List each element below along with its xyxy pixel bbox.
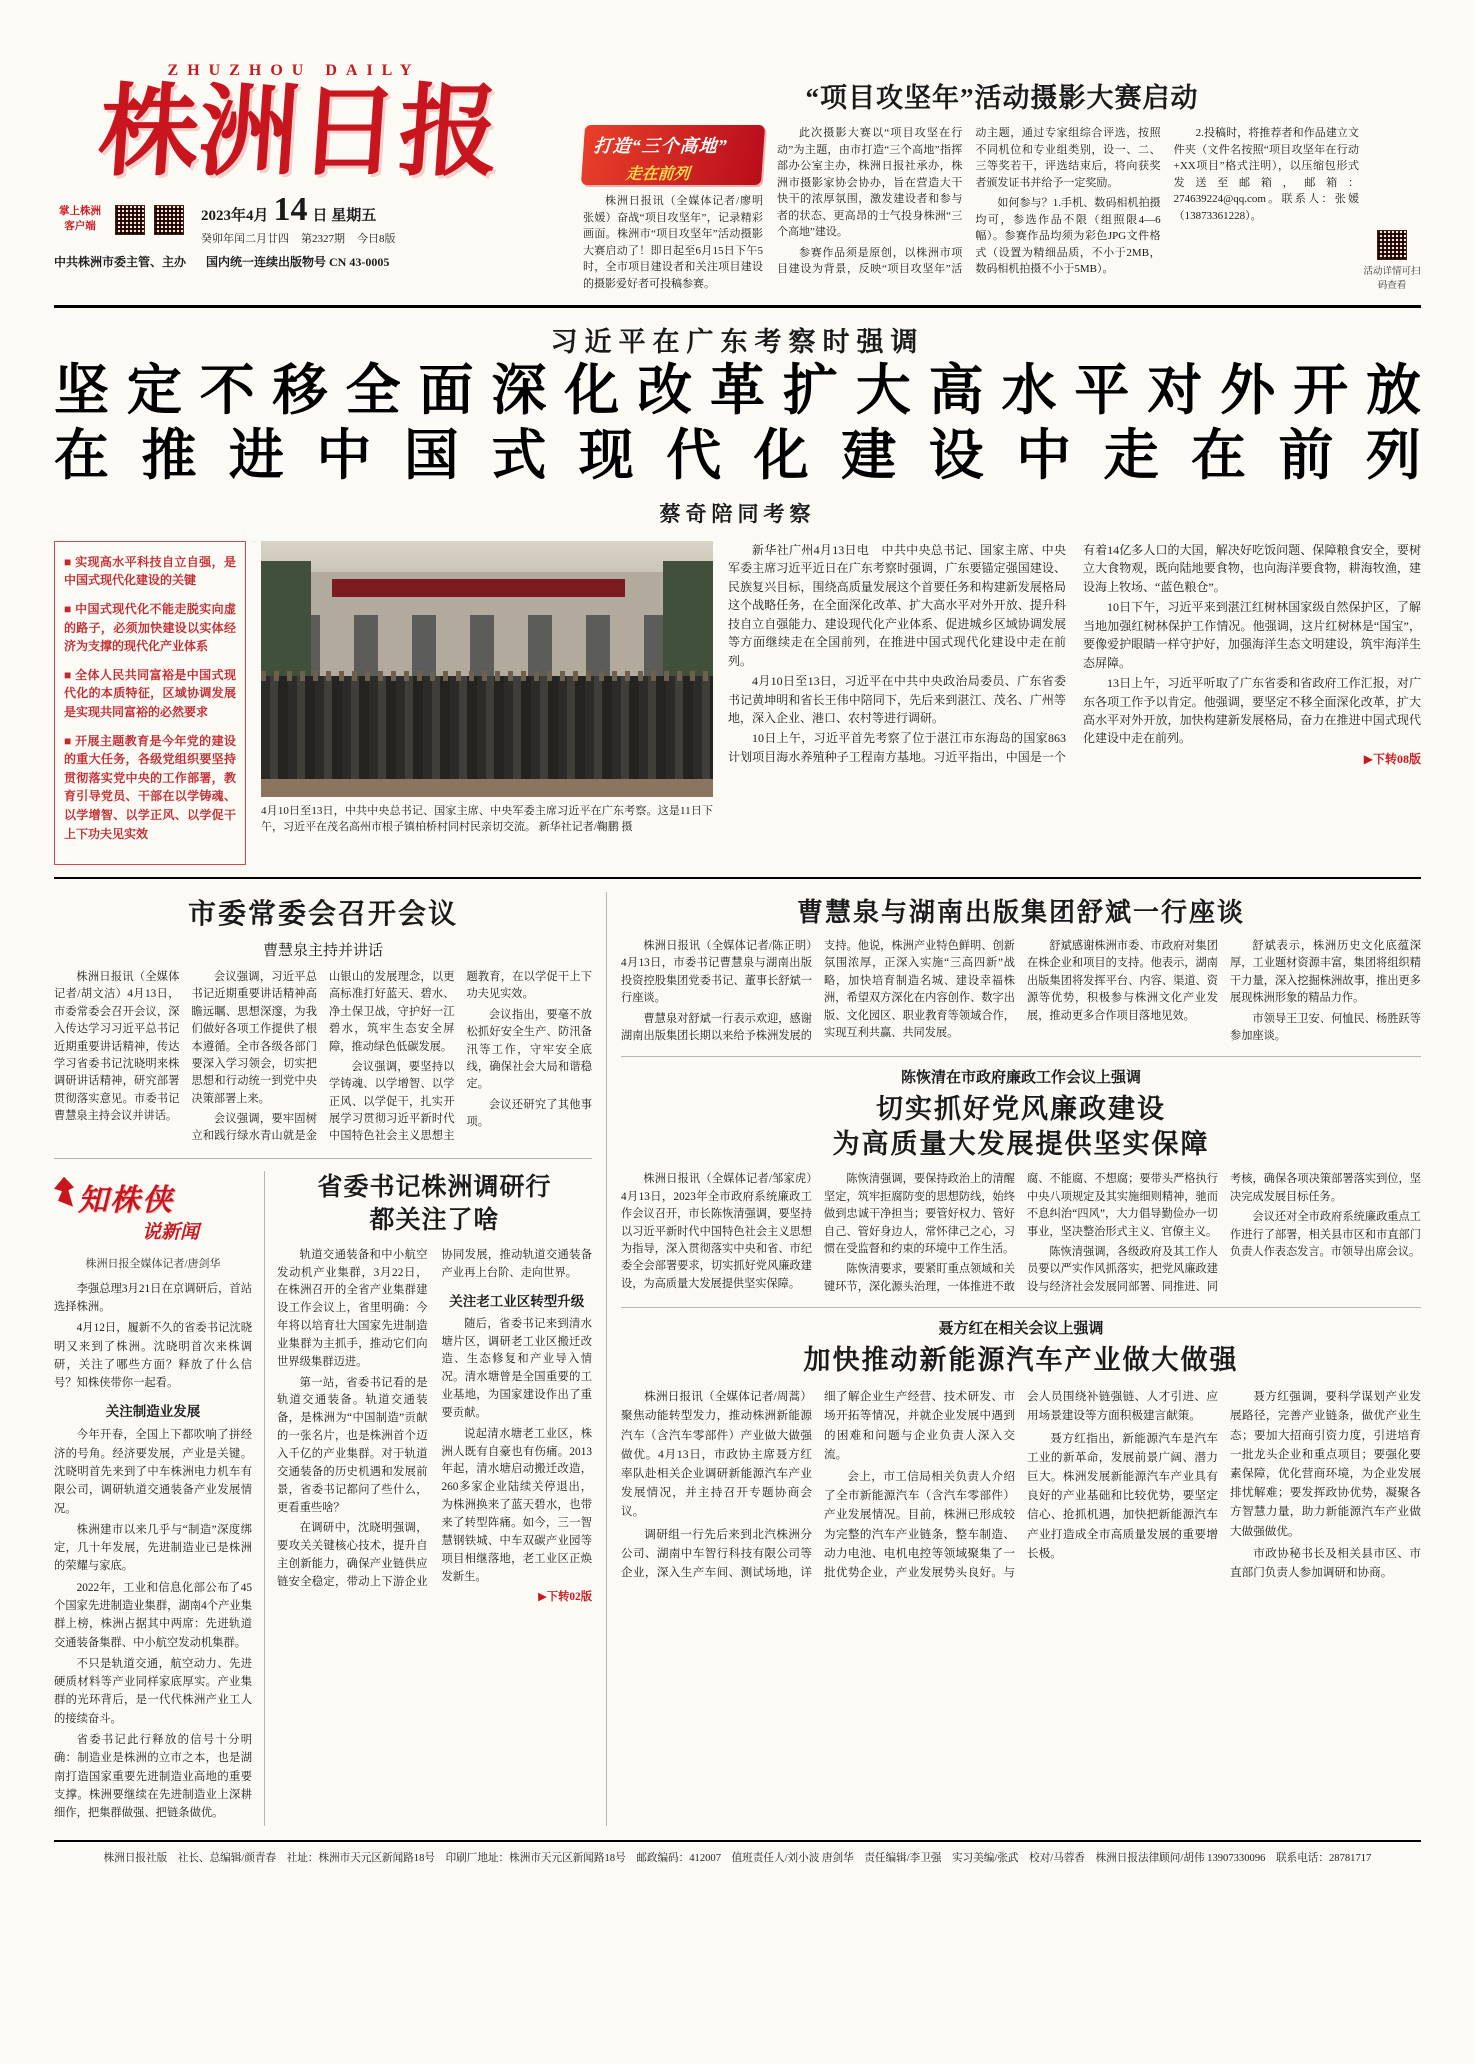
survey-title-2: 都关注了啥 <box>369 1206 500 1234</box>
integrity-kicker: 陈恢清在市政府廉政工作会议上强调 <box>900 1070 1141 1087</box>
masthead <box>54 0 1421 293</box>
qr-code-icon <box>115 205 145 235</box>
zhizhuxia-column <box>54 1171 252 1826</box>
paragraph: 会议强调，要坚持以学铸魂、以学增智、以学正风、以学促干，扎实开展学习贯彻习近平新时代中国特色社会主义思想主题教育，在以学促干上下功夫见实效。 <box>329 971 592 1143</box>
issue-number: 第2327期 <box>301 233 345 245</box>
paragraph: 聂方红指出，新能源汽车是汽车工业的新革命，发展前景广阔、潜力巨大。株洲发展新能源汽车产业具有良好的产业基础和比较优势，要坚定信心、抢抓机遇，加快把新能源汽车产业打造成全市高质量发展的重要增长极。 <box>1027 1431 1218 1560</box>
paragraph: 2.投稿时，将推荐者和作品建立文件夹（文件名按照“项目攻坚年在行动+XX项目”格式注明），以压缩包形式发送至邮箱，邮箱：274639224@qq.com。联系人：张媛（13873361228）。 <box>1173 127 1359 222</box>
photo-banner <box>332 579 625 597</box>
paragraph: 此次摄影大赛以“项目攻坚在行动”为主题，由市打造“三个高地”指挥部办公室主办，株洲日报社承办，株洲市摄影家协会协办，旨在营造大干快干的浓厚氛围，激发建设者和参与者的状态、更高昂的士气投身株洲“三个高地”建设。 <box>777 127 963 238</box>
date-prefix: 2023年4月 <box>201 208 269 224</box>
zhizhuxia-mascot-icon <box>54 1177 74 1207</box>
lead-headline-1: 坚定不移全面深化改革扩大高水平对外开放 <box>54 360 1421 421</box>
divider <box>264 1171 265 1826</box>
paragraph: 在调研中，沈晓明强调，要攻关关键核心技术，提升自主创新能力，确保产业链供应链安全稳定，带动上下游企业协同发展，推动轨道交通装备产业再上台阶、走向世界。 <box>277 1248 592 1588</box>
paragraph: 省委书记此行释放的信号十分明确：制造业是株洲的立市之本，也是湖南打造国家重要先进制造业高地的重要支撑。株洲要继续在先进制造业上深耕细作，把集群做强、把链条做优。 <box>54 1734 252 1820</box>
nev-body <box>621 1387 1421 1582</box>
paragraph: 轨道交通装备和中小航空发动机产业集群，3月22日，在株洲召开的全省产业集群建设工作会议上，省里明确：今年将以培育壮大国家先进制造业集群为主抓手，推动它们向世界级集群迈进。 <box>277 1248 428 1368</box>
organizer: 中共株洲市委主管、主办 <box>54 255 187 269</box>
paragraph: 2022年，工业和信息化部公布了45个国家先进制造业集群，湖南4个产业集群上榜，株洲占据其中两席：先进轨道交通装备集群、中小航空发动机集群。 <box>54 1581 252 1649</box>
publishing-article <box>621 892 1421 1045</box>
committee-article <box>54 892 592 1146</box>
publishing-body <box>621 938 1421 1045</box>
pages-today: 今日8版 <box>357 233 396 245</box>
paragraph: 舒斌感谢株洲市委、市政府对集团在株企业和项目的支持。他表示，湖南出版集团将发挥平台、内容、渠道、资源等优势，积极参与株洲文化产业发展，推动更多合作项目落地见效。 <box>1027 940 1218 1022</box>
newspaper-logo: 株洲日报 <box>95 77 503 188</box>
lead-story <box>54 308 1421 865</box>
paragraph: 新华社广州4月13日电 中共中央总书记、国家主席、中央军委主席习近平近日在广东考察时强调，广东要锚定强国建设、民族复兴目标，围绕高质量发展这个首要任务和构建新发展格局这个战略任务，在全面深化改革、扩大高水平对外开放、提升科技自立自强能力、建设现代化产业体系、促进城乡区域协调发展等方面继续走在全国前列，在推进中国式现代化建设中走在前列。 <box>728 542 1066 668</box>
committee-subtitle: 曹慧泉主持并讲话 <box>262 943 383 960</box>
paragraph: 会议强调，习近平总书记近期重要讲话精神高瞻远瞩、思想深邃，为我们做好各项工作提供了根本遵循。全市各级各部门要深入学习领会，切实把思想和行动统一到党中央决策部署上来。 <box>191 971 317 1105</box>
byline: 株洲日报全媒体记者/唐剑华 <box>85 1257 221 1270</box>
paragraph: 株洲日报讯（全媒体记者/陈正明）4月13日，市委书记曹慧泉与湖南出版投资控股集团党委书记、董事长舒斌一行座谈。 <box>621 940 812 1005</box>
three-highlands-badge: 打造“三个高地” 走在前列 <box>581 125 765 185</box>
paragraph: 株洲建市以来几乎与“制造”深度绑定，几十年发展，先进制造业已是株洲的荣耀与家底。 <box>54 1523 252 1573</box>
paragraph: 13日上午，习近平听取了广东省委和省政府工作汇报，对广东各项工作予以肯定。他强调，要坚定不移全面深化改革，扩大高水平对外开放，加快构建新发展格局，奋力在推进中国式现代化建设中走在前列。 <box>1083 676 1421 746</box>
paragraph: 株洲日报讯（全媒体记者/邹家虎）4月13日，2023年全市政府系统廉政工作会议召开，市长陈恢清强调，要坚持以习近平新时代中国特色社会主义思想为指导，深入贯彻落实中央和省、市纪委全会部署要求，切实抓好党风廉政建设，为高质量大发展提供坚实保障。 <box>621 1173 812 1290</box>
committee-title: 市委常委会召开会议 <box>187 899 458 931</box>
nev-article <box>621 1307 1421 1826</box>
paragraph: 陈恢清要求，要紧盯重点领域和关键环节，深化源头治理，一体推进不敢腐、不能腐、不想腐；要带头严格执行中央八项规定及其实施细则精神，驰而不息纠治“四风”，大力倡导勤俭办一切事业，坚决整治形式主义、官僚主义。 <box>824 1173 1218 1293</box>
lunar-date: 癸卯年闰二月廿四 <box>201 233 289 245</box>
date-block <box>201 193 396 246</box>
lead-kicker: 习近平在广东考察时强调 <box>550 327 925 357</box>
quote-sidebar <box>54 541 246 865</box>
publishing-title: 曹慧泉与湖南出版集团舒斌一行座谈 <box>796 898 1245 928</box>
lead-body <box>728 541 1421 865</box>
photo-caption: 4月10日至13日，中共中央总书记、国家主席、中央军委主席习近平在广东考察。这是11日下午，习近平在茂名高州市根子镇柏桥村同村民亲切交流。 新华社记者/鞠鹏 摄 <box>261 804 713 834</box>
masthead-left <box>54 62 559 293</box>
app-client-label: 掌上株洲 客户端 <box>59 206 101 232</box>
lead-photo-figure <box>261 541 713 865</box>
quote-item: ■ 全体人民共同富裕是中国式现代化的本质特征，区域协调发展是实现共同富裕的必然要求 <box>64 667 236 719</box>
photo-doors <box>296 615 678 680</box>
masthead-meta <box>54 193 559 246</box>
divider <box>606 892 607 1825</box>
paragraph: 4月12日，履新不久的省委书记沈晓明又来到了株洲。沈晓明首次来株调研，关注了哪些方面？释放了什么信号？知株侠带你一起看。 <box>54 1322 252 1390</box>
survey-title-1: 省委书记株洲调研行 <box>317 1173 552 1201</box>
section-subhead: 关注老工业区转型升级 <box>449 1294 585 1310</box>
contest-body <box>777 125 1421 293</box>
quote-item: ■ 实现高水平科技自立自强，是中国式现代化建设的关键 <box>64 554 236 588</box>
paragraph: 参赛作品须是原创，以株洲市项目建设为背景，反映“项目攻坚年”活动主题，通过专家组综合评选，按照不同机位和专业组类别，设一、二、三等奖若干，评选结束后，将向获奖者颁发证书并给予一定奖励。 <box>777 127 1161 275</box>
contest-qr-code-icon <box>1377 230 1407 260</box>
paragraph: 市政协秘书长及相关县市区、市直部门负责人参加调研和协商。 <box>1230 1546 1421 1580</box>
survey-article <box>277 1171 592 1826</box>
jump-note: ▶下转08版 <box>1363 751 1421 766</box>
committee-body <box>54 969 592 1146</box>
lead-subhead: 蔡奇陪同考察 <box>659 501 816 526</box>
contest-title: “项目攻坚年”活动摄影大赛启动 <box>805 83 1199 113</box>
photo-building <box>284 572 691 680</box>
paragraph: 聂方红强调，要科学谋划产业发展路径，完善产业链条，做优产业生态；要加大招商引资力度，引进培育一批龙头企业和重点项目；要强化要素保障，优化营商环境，为企业发展排忧解难；要发挥政协优势，凝聚各方智慧力量，助力新能源汽车产业做大做强做优。 <box>1230 1390 1421 1538</box>
paragraph: 会议指出，要毫不放松抓好安全生产、防汛备汛等工作，守牢安全底线，确保社会大局和谐稳定。 <box>466 1008 592 1091</box>
paragraph: 会议强调，要牢固树立和践行绿水青山就是金山银山的发展理念，以更高标准打好蓝天、碧水、净土保卫战，守护好一江碧水，筑牢生态安全屏障，推动绿色低碳发展。 <box>191 971 455 1143</box>
paragraph: 株洲日报讯（全媒体记者/胡文洁）4月13日，市委常委会召开会议，深入传达学习习近平总书记近期重要讲话精神，传达学习省委书记沈晓明来株调研讲话精神，研究部署贯彻落实意见。市委书记曹慧泉主持会议并讲话。 <box>54 971 180 1122</box>
english-title: ZHUZHOU DAILY <box>167 62 421 79</box>
paragraph: 4月10日至13日，习近平在中共中央政治局委员、广东省委书记黄坤明和省长王伟中陪同下，先后来到湛江、茂名、广州等地，深入企业、港口、农村等进行调研。 <box>728 674 1066 725</box>
paragraph: 陈恢清强调，要保持政治上的清醒坚定，筑牢拒腐防变的思想防线，始终做到忠诚干净担当；要管好权力、管好自己、管好身边人，常怀律己之心，习惯在受监督和约束的环境中工作生活。 <box>824 1173 1015 1255</box>
paragraph: 第一站，省委书记看的是轨道交通装备。轨道交通装备，是株洲为“中国制造”贡献的一张名片，也是株洲首个迈入千亿的产业集群。对于轨道交通装备的历史机遇和发展前景，省委书记都问了些什么，更看重些啥？ <box>277 1376 428 1514</box>
contest-article <box>583 62 1421 293</box>
paragraph: 李强总理3月21日在京调研后，首站选择株洲。 <box>54 1282 252 1313</box>
paragraph: 陈恢清强调，各级政府及其工作人员要以严实作风抓落实，把党风廉政建设与经济社会发展同部署、同推进、同考核，确保各项决策部署落实到位，坚决完成发展目标任务。 <box>1027 1173 1421 1293</box>
qr-caption: 活动详情可扫码查看 <box>1363 267 1421 291</box>
paragraph: 如何参与？1.手机、数码相机拍摄均可，参选作品不限（组照限4—6幅）。参赛作品均须为彩色JPG文件格式（设置为精细品质，不小于2MB，数码相机拍摄不小于5MB）。 <box>975 197 1161 275</box>
lead-headline-2: 在推进中国式现代化建设中走在前列 <box>54 424 1421 486</box>
paragraph: 市领导王卫安、何恤民、杨胜跃等参加座谈。 <box>1230 1012 1421 1042</box>
paragraph: 随后，省委书记来到清水塘片区，调研老工业区搬迁改造、生态修复和产业导入情况。清水塘曾是全国重要的工业基地，为国家建设作出了重要贡献。 <box>441 1317 592 1419</box>
paragraph: 曹慧泉对舒斌一行表示欢迎，感谢湖南出版集团长期以来给予株洲发展的支持。他说，株洲产业特色鲜明、创新氛围浓厚，正深入实施“三高四新”战略，加快培育制造名城、建设幸福株洲，希望双方深化在内容创作、数字出版、文化园区、职业教育等领域合作，实现互利共赢、共同发展。 <box>621 940 1015 1042</box>
section-subhead: 关注制造业发展 <box>105 1404 201 1420</box>
integrity-title-1: 切实抓好党风廉政建设 <box>876 1094 1166 1125</box>
integrity-title-2: 为高质量大发展提供坚实保障 <box>832 1129 1210 1160</box>
contest-intro: 株洲日报讯（全媒体记者/廖明 张媛）奋战“项目攻坚年”，记录精彩画面。株洲市“项目攻坚年”活动摄影大赛启动了！即日起至6月15日下午5时，全市项目建设者和关注项目建设的摄影爱好者可投稿参赛。 <box>583 195 763 290</box>
cn-number: 国内统一连续出版物号 CN 43-0005 <box>206 255 390 269</box>
lead-photo <box>261 541 713 797</box>
lower-grid <box>54 879 1421 1825</box>
paragraph: 10日下午，习近平来到湛江红树林国家级自然保护区，了解当地加强红树林保护工作情况。他强调，这片红树林是“国宝”，要像爱护眼睛一样守护好，加强海洋生态文明建设，筑牢海洋生态屏障。 <box>1083 600 1421 670</box>
paragraph: 株洲日报讯（全媒体记者/周蒿）聚焦动能转型发力，推动株洲新能源汽车（含汽车零部件）产业做大做强做优。4月13日，市政协主席聂方红率队赴相关企业调研新能源汽车产业发展情况，并主持召开专题协商会议。 <box>621 1390 812 1519</box>
date-suffix: 日 星期五 <box>312 208 377 224</box>
photo-ground <box>261 779 713 797</box>
quote-item: ■ 中国式现代化不能走脱实向虚的路子，必须加快建设以实体经济为支撑的现代化产业体系 <box>64 601 236 654</box>
nev-title: 加快推动新能源汽车产业做大做强 <box>803 1344 1239 1375</box>
date-day: 14 <box>273 191 308 228</box>
nev-kicker: 聂方红在相关会议上强调 <box>938 1320 1104 1337</box>
paragraph: 会议还研究了其他事项。 <box>466 1098 592 1128</box>
qr-code-icon <box>154 205 184 235</box>
paragraph: 说起清水塘老工业区，株洲人既有自豪也有伤痛。2013年起，清水塘启动搬迁改造，260多家企业陆续关停退出，为株洲换来了蓝天碧水，也带来了转型阵痛。如今，三一智慧钢铁城、中车双碳产业园等项目相继落地，老工业区正焕发新生。 <box>441 1427 592 1583</box>
paragraph: 会上，市工信局相关负责人介绍了全市新能源汽车（含汽车零部件）产业发展情况。目前，株洲已形成较为完整的汽车产业链条，整车制造、动力电池、电机电控等领域聚集了一批优势企业，产业发展势头良好。与会人员围绕补链强链、人才引进、应用场景建设等方面积极建言献策。 <box>824 1390 1218 1580</box>
paragraph: 10日上午，习近平首先考察了位于湛江市东海岛的国家863计划项目海水养殖种子工程南方基地。习近平指出，中国是一个有着14亿多人口的大国，解决好吃饭问题、保障粮食安全，要树立大食物观，既向陆地要食物，也向海洋要食物，耕海牧渔，建设海上牧场、“蓝色粮仓”。 <box>728 542 1421 764</box>
imprint-footer: 株洲日报社版 社长、总编辑/颜青春 社址：株洲市天元区新闻路18号 印刷厂地址：株洲市天元区新闻路18号 邮政编码：412007 值班责任人/刘小波 唐剑华 责任编辑/李卫强 实习美编/张武 校对/马蓉香 株洲日报法律顾问/胡伟 13907330096 联系电话：28781717 <box>54 1840 1421 1865</box>
paragraph: 今年开春，全国上下都吹响了拼经济的号角。经济要发展，产业是关键。沈晓明首先来到了中车株洲电力机车有限公司，调研轨道交通装备产业发展情况。 <box>54 1429 252 1515</box>
survey-body <box>277 1247 592 1608</box>
photo-crowd <box>261 676 713 778</box>
paragraph: 调研组一行先后来到北汽株洲分公司、湖南中车智行科技有限公司等企业，深入生产车间、测试场地，详细了解企业生产经营、技术研发、市场开拓等情况，并就企业发展中遇到的困难和问题与企业负责人深入交流。 <box>621 1390 1015 1580</box>
paragraph: 舒斌表示，株洲历史文化底蕴深厚，工业题材资源丰富，集团将组织精干力量，深入挖掘株洲故事，推出更多展现株洲形象的精品力作。 <box>1230 940 1421 1005</box>
paragraph: 不只是轨道交通，航空动力、先进硬质材料等产业同样家底厚实。产业集群的光环背后，是一代代株洲产业工人的接续奋斗。 <box>54 1657 252 1725</box>
jump-note: ▶下转02版 <box>538 1591 592 1604</box>
integrity-body <box>621 1171 1421 1296</box>
integrity-article <box>621 1056 1421 1296</box>
quote-item: ■ 开展主题教育是今年党的建设的重大任务，各级党组织要坚持贯彻落实党中央的工作部署，教育引导党员、干部在以学铸魂、以学增智、以学正风、以学促干上下功夫见实效 <box>64 733 236 841</box>
paragraph: 会议还对全市政府系统廉政重点工作进行了部署，相关县市区和市直部门负责人作表态发言。市领导出席会议。 <box>1230 1211 1421 1258</box>
zhizhuxia-logo: 知株侠 说新闻 <box>54 1171 252 1246</box>
